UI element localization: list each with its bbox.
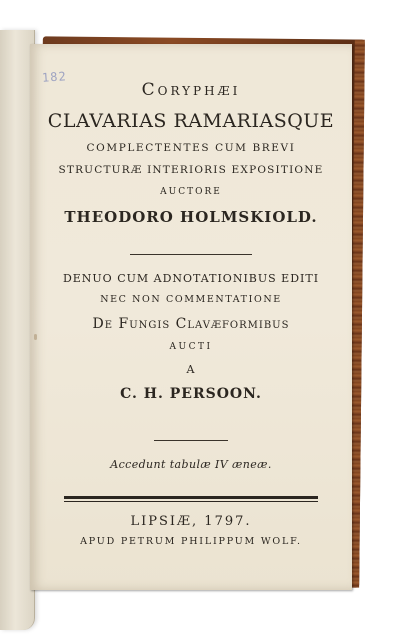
edition-line-2: NEC NON COMMENTATIONE bbox=[100, 294, 282, 305]
imprint-publisher: APUD PETRUM PHILIPPUM WOLF. bbox=[80, 536, 302, 547]
title-line-coryphaei: Coryphæi bbox=[141, 80, 241, 100]
imprint-place-date: LIPSIÆ, 1797. bbox=[130, 514, 252, 529]
edition-line-1: DENUO CUM ADNOTATIONIBUS EDITI bbox=[62, 272, 320, 285]
edition-line-3: De Fungis Clavæformibus bbox=[92, 316, 290, 332]
plates-note: Accedunt tabulæ IV æneæ. bbox=[110, 458, 272, 471]
title-line-main: CLAVARIAS RAMARIASQUE bbox=[47, 110, 335, 132]
foxing-spot bbox=[34, 334, 37, 340]
divider-rule-short bbox=[130, 254, 252, 255]
aucti-label: AUCTI bbox=[169, 342, 213, 352]
subtitle-line-1: COMPLECTENTES CUM BREVI bbox=[86, 142, 296, 154]
divider-rule-small bbox=[154, 440, 228, 441]
author-name: THEODORO HOLMSKIOLD. bbox=[64, 208, 318, 226]
editor-name: C. H. PERSOON. bbox=[120, 386, 262, 402]
pencil-shelfmark: 182 bbox=[41, 69, 68, 85]
auctore-label: AUCTORE bbox=[160, 187, 222, 197]
subtitle-line-2: STRUCTURÆ INTERIORIS EXPOSITIONE bbox=[58, 164, 324, 176]
double-rule-thick bbox=[64, 496, 318, 499]
a-label: A bbox=[186, 363, 196, 376]
title-page bbox=[30, 44, 352, 590]
double-rule-thin bbox=[64, 501, 318, 502]
